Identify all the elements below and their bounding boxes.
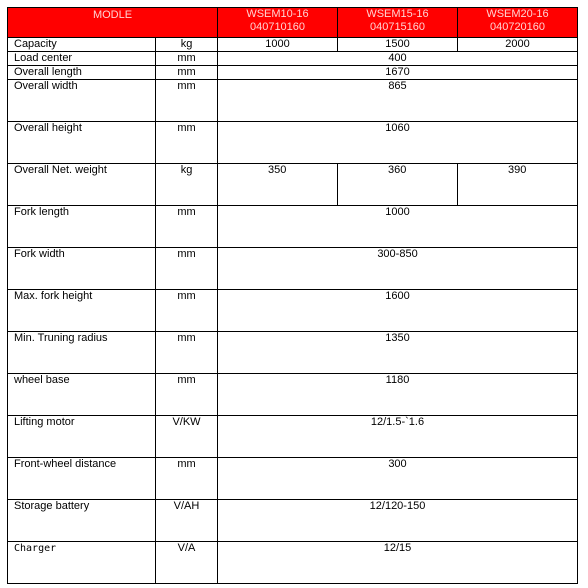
header-model-2 bbox=[338, 8, 458, 38]
row-unit: V/A bbox=[156, 542, 218, 584]
row-unit: kg bbox=[156, 164, 218, 206]
row-value: 1000 bbox=[218, 206, 578, 248]
header-row bbox=[8, 8, 578, 38]
table-row-lifting-motor bbox=[8, 416, 578, 458]
row-value: 12/15 bbox=[218, 542, 578, 584]
row-label: Overall length bbox=[8, 66, 156, 80]
model-code: 040715160 bbox=[369, 21, 426, 33]
table-row-wheel-base bbox=[8, 374, 578, 416]
model-code: 040710160 bbox=[249, 21, 306, 33]
row-label: Overall height bbox=[8, 122, 156, 164]
row-value: 2000 bbox=[458, 38, 578, 52]
row-unit: kg bbox=[156, 38, 218, 52]
row-label: wheel base bbox=[8, 374, 156, 416]
row-value: 300-850 bbox=[218, 248, 578, 290]
model-code: 040720160 bbox=[489, 21, 546, 33]
row-value: 350 bbox=[218, 164, 338, 206]
row-value: 1060 bbox=[218, 122, 578, 164]
table-row-max-fork-height bbox=[8, 290, 578, 332]
row-label: Overall width bbox=[8, 80, 156, 122]
table-row-storage-battery bbox=[8, 500, 578, 542]
model-name: WSEM20-16 bbox=[486, 8, 549, 20]
row-unit: mm bbox=[156, 248, 218, 290]
spec-table bbox=[7, 7, 578, 584]
table-row-overall-width bbox=[8, 80, 578, 122]
row-label: Front-wheel distance bbox=[8, 458, 156, 500]
row-value: 360 bbox=[338, 164, 458, 206]
table-row-overall-height bbox=[8, 122, 578, 164]
row-value: 12/120-150 bbox=[218, 500, 578, 542]
row-unit: mm bbox=[156, 374, 218, 416]
row-label: Capacity bbox=[8, 38, 156, 52]
row-value: 300 bbox=[218, 458, 578, 500]
row-label: Fork width bbox=[8, 248, 156, 290]
table-row-load-center bbox=[8, 52, 578, 66]
header-model-1 bbox=[218, 8, 338, 38]
table-row-charger bbox=[8, 542, 578, 584]
row-label: Storage battery bbox=[8, 500, 156, 542]
row-label: Min. Truning radius bbox=[8, 332, 156, 374]
row-label: Overall Net. weight bbox=[8, 164, 156, 206]
row-unit: mm bbox=[156, 122, 218, 164]
row-label: Lifting motor bbox=[8, 416, 156, 458]
table-row-fork-width bbox=[8, 248, 578, 290]
table-row-overall-length bbox=[8, 66, 578, 80]
row-value: 12/1.5-`1.6 bbox=[218, 416, 578, 458]
table-row-front-wheel-distance bbox=[8, 458, 578, 500]
row-value: 390 bbox=[458, 164, 578, 206]
row-value: 865 bbox=[218, 80, 578, 122]
row-unit: mm bbox=[156, 332, 218, 374]
row-value: 1180 bbox=[218, 374, 578, 416]
row-unit: V/AH bbox=[156, 500, 218, 542]
table-row-turning-radius bbox=[8, 332, 578, 374]
row-value: 400 bbox=[218, 52, 578, 66]
row-unit: mm bbox=[156, 66, 218, 80]
row-unit: V/KW bbox=[156, 416, 218, 458]
model-name: WSEM15-16 bbox=[366, 8, 429, 20]
row-value: 1000 bbox=[218, 38, 338, 52]
row-value: 1670 bbox=[218, 66, 578, 80]
row-unit: mm bbox=[156, 80, 218, 122]
table-row-net-weight bbox=[8, 164, 578, 206]
table-row-capacity bbox=[8, 38, 578, 52]
row-unit: mm bbox=[156, 458, 218, 500]
row-label: Charger bbox=[8, 542, 156, 584]
row-label: Load center bbox=[8, 52, 156, 66]
row-unit: mm bbox=[156, 206, 218, 248]
row-value: 1600 bbox=[218, 290, 578, 332]
row-unit: mm bbox=[156, 52, 218, 66]
header-modle: MODLE bbox=[8, 8, 218, 38]
row-value: 1350 bbox=[218, 332, 578, 374]
row-label: Fork length bbox=[8, 206, 156, 248]
table-row-fork-length bbox=[8, 206, 578, 248]
row-label: Max. fork height bbox=[8, 290, 156, 332]
row-unit: mm bbox=[156, 290, 218, 332]
row-value: 1500 bbox=[338, 38, 458, 52]
model-name: WSEM10-16 bbox=[246, 8, 309, 20]
header-model-3 bbox=[458, 8, 578, 38]
